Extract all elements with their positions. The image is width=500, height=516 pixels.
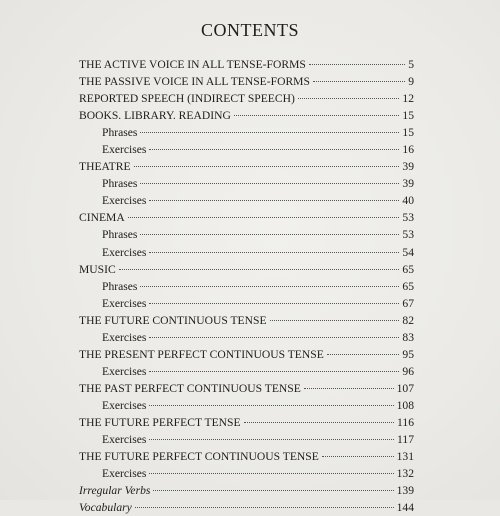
dot-leader (244, 422, 394, 423)
toc-page-number: 144 (396, 501, 414, 515)
toc-page-number: 12 (402, 92, 414, 106)
toc-entry-title: Phrases (102, 228, 138, 242)
toc-entry (79, 158, 414, 175)
toc-subentry (79, 295, 414, 312)
dot-leader (304, 388, 394, 389)
toc-page-number: 9 (408, 75, 414, 89)
toc-entry (79, 261, 414, 278)
toc-entry (79, 90, 414, 107)
toc-subentry (79, 465, 414, 482)
toc-entry-title: Exercises (102, 398, 147, 412)
toc-entry (79, 482, 414, 499)
toc-entry-title: Exercises (102, 143, 147, 157)
dot-leader (153, 490, 393, 491)
dot-leader (322, 456, 394, 457)
toc-page-number: 40 (402, 194, 414, 208)
dot-leader (149, 337, 399, 338)
toc-entry-title: MUSIC (79, 262, 116, 276)
toc-entry-title: THE FUTURE PERFECT TENSE (79, 415, 241, 429)
toc-entry-title: Irregular Verbs (79, 484, 151, 498)
toc-page-number: 117 (397, 433, 414, 447)
toc-entry-title: Exercises (102, 467, 147, 481)
toc-page-number: 15 (402, 126, 414, 140)
toc-page-number: 139 (396, 484, 414, 498)
toc-page-number: 65 (402, 279, 414, 293)
toc-entry (79, 56, 414, 73)
toc-page-number: 5 (408, 58, 414, 71)
dot-leader (140, 183, 399, 184)
toc-entry-title: Exercises (102, 296, 147, 310)
toc-subentry (79, 192, 414, 209)
toc-entry (79, 312, 414, 329)
dot-leader (149, 200, 399, 201)
toc-entry (79, 107, 414, 124)
toc-page-number: 53 (402, 228, 414, 242)
toc-subentry (79, 141, 414, 158)
toc-page-number: 15 (402, 109, 414, 123)
toc-entry (79, 414, 414, 431)
dot-leader (270, 320, 400, 321)
toc-entry-title: THE ACTIVE VOICE IN ALL TENSE-FORMS (79, 58, 306, 71)
toc-page-number: 65 (402, 262, 414, 276)
dot-leader (149, 252, 399, 253)
toc-page-number: 54 (402, 245, 414, 259)
dot-leader (134, 166, 400, 167)
toc-page-number: 16 (402, 143, 414, 157)
toc-subentry (79, 363, 414, 380)
dot-leader (234, 115, 400, 116)
toc-entry-title: Phrases (102, 126, 138, 140)
toc-page-number: 95 (402, 347, 414, 361)
dot-leader (135, 507, 394, 508)
toc-page-number: 108 (396, 398, 414, 412)
toc-subentry (79, 431, 414, 448)
toc-page-number: 82 (402, 313, 414, 327)
dot-leader (149, 303, 399, 304)
toc-entry-title: Exercises (102, 194, 147, 208)
toc-subentry (79, 397, 414, 414)
toc-entry (79, 346, 414, 363)
toc-entry-title: Phrases (102, 279, 138, 293)
toc-entry-title: THE PASSIVE VOICE IN ALL TENSE-FORMS (79, 75, 310, 89)
dot-leader (149, 149, 399, 150)
toc-subentry (79, 226, 414, 243)
toc-entry-title: THE PAST PERFECT CONTINUOUS TENSE (79, 381, 301, 395)
toc-entry-title: Exercises (102, 364, 147, 378)
toc-page-number: 67 (402, 296, 414, 310)
dot-leader (327, 354, 400, 355)
dot-leader (298, 98, 400, 99)
toc-entry-title: THE PRESENT PERFECT CONTINUOUS TENSE (79, 347, 324, 361)
dot-leader (149, 405, 393, 406)
dot-leader (149, 371, 399, 372)
toc-page-number: 96 (402, 364, 414, 378)
toc-entry-title: BOOKS. LIBRARY. READING (79, 109, 231, 123)
toc-subentry (79, 244, 414, 261)
toc-entry-title: CINEMA (79, 211, 125, 225)
toc-entry-title: THEATRE (79, 160, 131, 174)
dot-leader (149, 473, 393, 474)
dot-leader (119, 269, 400, 270)
toc-entry (79, 209, 414, 226)
toc-entry-title: THE FUTURE PERFECT CONTINUOUS TENSE (79, 450, 319, 464)
toc-entry (79, 73, 414, 90)
dot-leader (128, 217, 400, 218)
toc-entry-title: Exercises (102, 330, 147, 344)
toc-entry-title: THE FUTURE CONTINUOUS TENSE (79, 313, 267, 327)
toc-entry (79, 380, 414, 397)
toc-page-number: 131 (396, 450, 414, 464)
toc-entry (79, 448, 414, 465)
page-title: CONTENTS (201, 20, 299, 40)
dot-leader (140, 132, 399, 133)
toc-page-number: 107 (396, 381, 414, 395)
toc-page-number: 132 (396, 467, 414, 481)
toc-entry-title: Phrases (102, 177, 138, 191)
toc-page-number: 39 (402, 177, 414, 191)
toc-entry-title: Exercises (102, 245, 147, 259)
dot-leader (140, 234, 399, 235)
toc-entry-title: REPORTED SPEECH (INDIRECT SPEECH) (79, 92, 295, 106)
toc-page-number: 83 (402, 330, 414, 344)
toc-page-number: 53 (402, 211, 414, 225)
dot-leader (309, 64, 405, 65)
toc-entry (79, 499, 414, 516)
toc-page-number: 39 (402, 160, 414, 174)
dot-leader (313, 81, 405, 82)
toc-subentry (79, 329, 414, 346)
toc-entry-title: Exercises (102, 433, 147, 447)
toc-subentry (79, 124, 414, 141)
toc-subentry (79, 175, 414, 192)
toc-page-number: 116 (397, 415, 414, 429)
dot-leader (140, 286, 399, 287)
dot-leader (149, 439, 394, 440)
toc-subentry (79, 278, 414, 295)
toc-entry-title: Vocabulary (79, 501, 132, 515)
table-of-contents (79, 56, 414, 516)
